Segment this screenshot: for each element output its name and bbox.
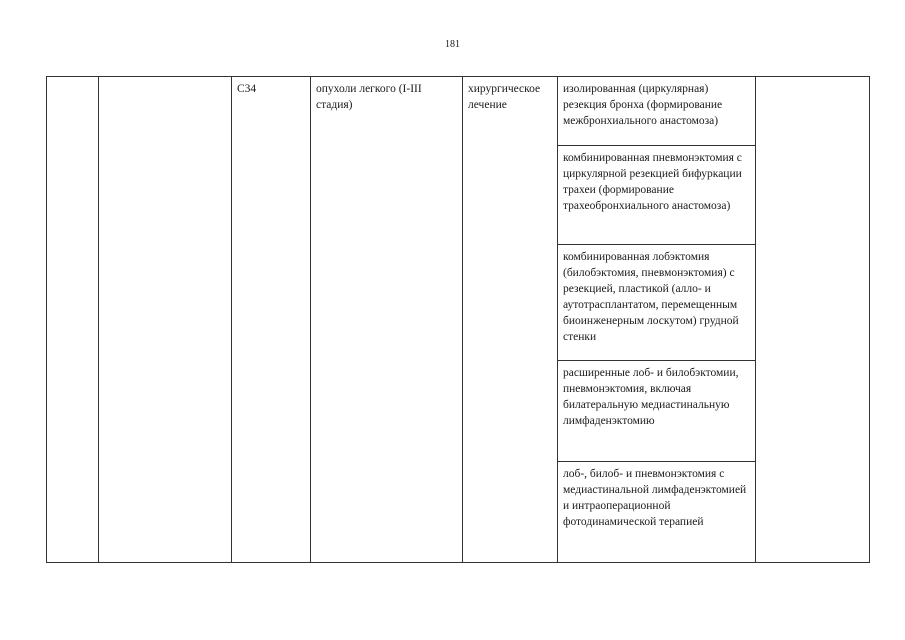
diagnosis-text: опухоли легкого (I-III стадия): [316, 83, 422, 111]
method-text: расширенные лоб- и билобэктомии, пневмонэктомия, включая билатеральную медиастинальную лимфаденэктомию: [563, 367, 739, 427]
extra-cell: [756, 77, 870, 563]
diagnosis-code: C34: [237, 83, 257, 95]
number-cell: [47, 77, 99, 563]
page-number: 181: [445, 39, 460, 50]
profile-cell: [99, 77, 232, 563]
table-row: [47, 77, 870, 146]
treatment-type: хирургическое лечение: [468, 83, 541, 111]
method-cell: [558, 77, 756, 146]
method-text: лоб-, билоб- и пневмонэктомия с медиастинальной лимфаденэктомией и интраоперационной фотодинамической терапией: [563, 468, 747, 528]
method-cell: [558, 462, 756, 563]
diagnosis-cell: [311, 77, 463, 563]
treatment-cell: [463, 77, 558, 563]
method-cell: [558, 146, 756, 245]
method-text: изолированная (циркулярная) резекция бронха (формирование межбронхиального анастомоза): [563, 83, 723, 127]
procedures-table: [46, 76, 870, 563]
method-text: комбинированная лобэктомия (билобэктомия, пневмонэктомия) с резекцией, пластикой (алло- и аутотрасплантатом, перемещенным биоинженерным лоскутом) грудной стенки: [563, 251, 739, 343]
method-cell: [558, 245, 756, 361]
code-cell: [232, 77, 311, 563]
method-text: комбинированная пневмонэктомия с циркулярной резекцией бифуркации трахеи (формирование трахеобронхиального анастомоза): [563, 152, 742, 212]
method-cell: [558, 361, 756, 462]
